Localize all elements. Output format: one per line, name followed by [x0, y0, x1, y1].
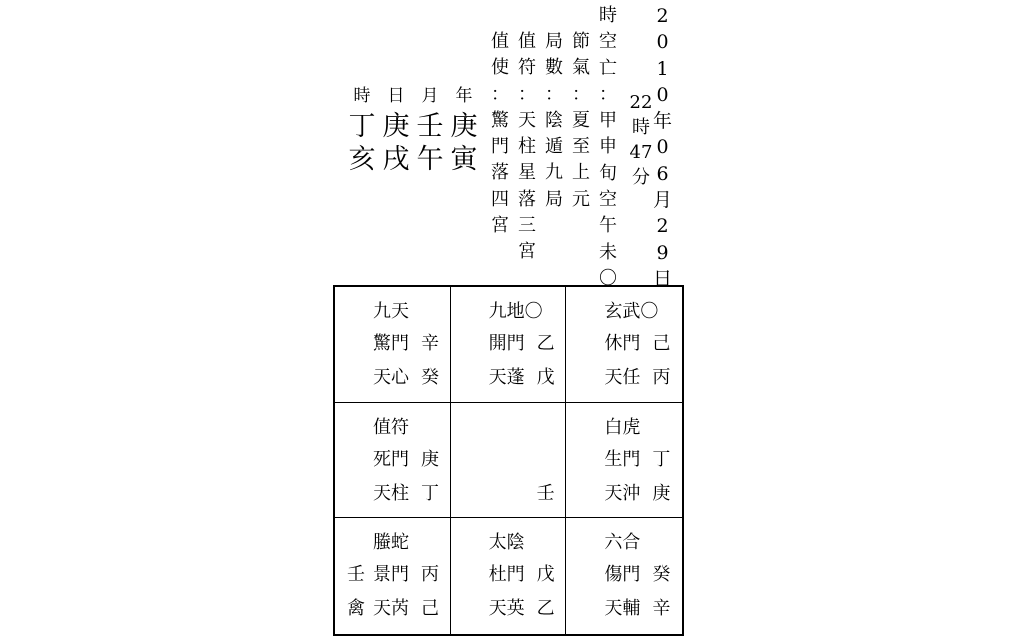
palace-cell [566, 518, 682, 634]
ju-shu-column [543, 29, 565, 213]
kong-wang-column-char: 甲 [599, 110, 617, 132]
pillar-branch: 寅 [450, 144, 478, 175]
kong-wang-column-char: 旬 [599, 162, 617, 184]
ju-shu-column-char: 局 [545, 188, 563, 210]
zhi-shi-column-char: 驚 [491, 109, 509, 131]
ju-shu-column-char: ： [545, 83, 563, 105]
star-stem: 庚 [652, 482, 671, 504]
deity: 值符 [373, 416, 409, 438]
star-stem: 乙 [536, 598, 555, 620]
palace-cell [451, 287, 567, 403]
pillar-stem: 庚 [450, 111, 478, 142]
ju-shu-column-char: 遁 [545, 136, 563, 158]
date-column-char: 月 [652, 189, 672, 212]
star: 天沖 [604, 482, 641, 504]
kong-wang-column-char: 時 [599, 5, 617, 26]
date-column-char: 2 [656, 5, 669, 27]
kong-wang-column [597, 3, 619, 292]
pillar-label: 時 [353, 86, 371, 106]
zhi-fu-column-char: 落 [518, 188, 536, 210]
zhi-fu-column-char: 符 [518, 57, 536, 79]
door: 杜門 [488, 564, 525, 586]
extra-stem: 壬 [347, 564, 365, 586]
pillar-label: 日 [387, 86, 405, 106]
palace-cell [335, 287, 451, 403]
palace-cell [451, 403, 567, 519]
star: 天英 [488, 598, 525, 620]
door-stem: 癸 [652, 564, 671, 586]
time-column [627, 90, 655, 190]
door-stem: 己 [652, 333, 671, 354]
star: 天心 [373, 367, 409, 388]
deity: 螣蛇 [373, 532, 409, 554]
jie-qi-column-char: 夏 [572, 109, 590, 131]
zhi-fu-column-char: 宮 [518, 241, 536, 263]
door-stem: 丙 [421, 564, 439, 586]
star: 天蓬 [488, 367, 525, 388]
ju-shu-column-char: 局 [545, 31, 563, 52]
kong-wang-column-char: 〇 [599, 267, 617, 289]
palace-cell [451, 518, 567, 634]
pillar-branch: 亥 [348, 144, 376, 175]
four-pillars [345, 82, 481, 182]
zhi-shi-column-char: 四 [491, 188, 509, 210]
star: 天柱 [373, 482, 409, 504]
palace-cell [335, 403, 451, 519]
time-part: 22 [629, 92, 653, 113]
date-column-char: 0 [656, 31, 669, 54]
zhi-shi-column [489, 29, 511, 239]
jie-qi-column-char: 氣 [572, 57, 590, 79]
ju-shu-column-char: 陰 [545, 109, 563, 131]
date-column-char: 2 [656, 215, 669, 238]
jie-qi-column-char: ： [572, 83, 590, 105]
extra-star: 禽 [347, 598, 365, 620]
zhi-fu-column-char: 值 [518, 31, 536, 52]
time-part: 分 [632, 167, 650, 188]
pillar [413, 82, 447, 176]
date-column-char: 9 [656, 241, 669, 264]
zhi-fu-column-char: 三 [518, 215, 536, 237]
door-stem: 辛 [421, 333, 439, 354]
kong-wang-column-char: ： [599, 83, 617, 105]
center-stem: 壬 [536, 482, 555, 504]
date-column-char: 日 [652, 267, 672, 290]
star-stem: 戊 [536, 367, 555, 388]
star-stem: 丁 [421, 482, 439, 504]
date-column-char: 6 [656, 162, 669, 185]
deity: 六合 [604, 532, 641, 554]
deity: 太陰 [488, 532, 525, 554]
pillar-label: 年 [455, 86, 473, 106]
door: 生門 [604, 448, 641, 470]
star-stem: 癸 [421, 367, 439, 388]
deity: 九地〇 [488, 301, 543, 322]
palace-cell [566, 403, 682, 519]
kong-wang-column-char: 亡 [599, 57, 617, 79]
zhi-fu-column-char: ： [518, 83, 536, 105]
jie-qi-column-char: 上 [572, 162, 590, 184]
pillar-stem: 壬 [416, 111, 444, 142]
door: 傷門 [604, 564, 641, 586]
palace-cell [335, 518, 451, 634]
kong-wang-column-char: 空 [599, 31, 617, 53]
door: 死門 [373, 448, 409, 470]
pillar [345, 82, 379, 176]
door: 景門 [373, 564, 409, 586]
zhi-shi-column-char: 值 [491, 31, 509, 52]
palace-cell [566, 287, 682, 403]
ju-shu-column-char: 數 [545, 57, 563, 79]
star: 天輔 [604, 598, 641, 620]
door: 休門 [604, 333, 641, 354]
zhi-shi-column-char: 門 [491, 136, 509, 158]
zhi-fu-column-char: 星 [518, 162, 536, 184]
zhi-fu-column-char: 柱 [518, 136, 536, 158]
zhi-shi-column-char: 使 [491, 57, 509, 79]
pillar-label: 月 [421, 86, 439, 106]
pillar-stem: 丁 [348, 111, 376, 142]
time-part: 時 [632, 117, 650, 138]
star-stem: 辛 [652, 598, 671, 620]
pillar [447, 82, 481, 176]
zhi-fu-column [516, 29, 538, 266]
deity: 玄武〇 [604, 301, 659, 322]
zhi-fu-column-char: 天 [518, 109, 536, 131]
ju-shu-column-char: 九 [545, 162, 563, 184]
zhi-shi-column-char: 落 [491, 162, 509, 184]
jie-qi-column [570, 29, 592, 213]
date-column-char: 0 [656, 136, 669, 159]
door: 驚門 [373, 333, 409, 354]
jie-qi-column-char: 至 [572, 136, 590, 158]
nine-palace-board [333, 285, 684, 636]
pillar-branch: 午 [416, 144, 444, 175]
deity: 白虎 [604, 416, 641, 438]
pillar-branch: 戌 [382, 144, 410, 175]
star: 天芮 [373, 598, 409, 620]
date-column-char: 0 [656, 83, 669, 106]
date-column-char: 年 [652, 110, 672, 133]
zhi-shi-column-char: 宮 [491, 215, 509, 237]
deity: 九天 [373, 301, 409, 322]
star-stem: 己 [421, 598, 439, 620]
pillar-stem: 庚 [382, 111, 410, 142]
zhi-shi-column-char: ： [491, 83, 509, 105]
jie-qi-column-char: 節 [572, 31, 590, 52]
star-stem: 丙 [652, 367, 671, 388]
door-stem: 戊 [536, 564, 555, 586]
door-stem: 庚 [421, 448, 439, 470]
jie-qi-column-char: 元 [572, 188, 590, 210]
kong-wang-column-char: 午 [599, 215, 617, 237]
door-stem: 丁 [652, 448, 671, 470]
date-column-char: 1 [656, 57, 669, 80]
door: 開門 [488, 333, 525, 354]
door-stem: 乙 [536, 333, 555, 354]
kong-wang-column-char: 申 [599, 136, 617, 158]
kong-wang-column-char: 未 [599, 241, 617, 263]
kong-wang-column-char: 空 [599, 189, 617, 211]
time-part: 47 [629, 142, 653, 163]
pillar [379, 82, 413, 176]
star: 天任 [604, 367, 641, 388]
